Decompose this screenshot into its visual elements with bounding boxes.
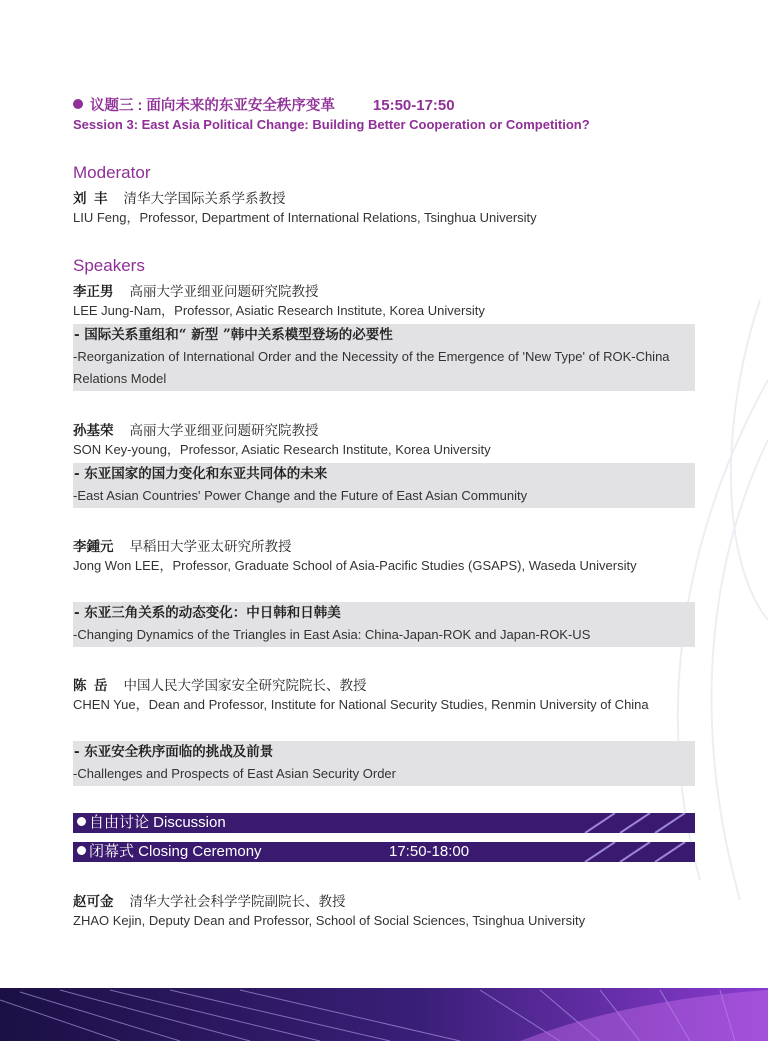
session-title-en: Session 3: East Asia Political Change: Building Better Cooperation or Competition? — [73, 117, 590, 132]
topic-en: -Challenges and Prospects of East Asian Security Order — [73, 766, 396, 781]
speaker-title-zh: 高丽大学亚细亚问题研究院教授 — [129, 284, 319, 299]
moderator-title-zh: 清华大学国际关系学系教授 — [123, 191, 286, 206]
moderator-name-zh: 刘 丰 — [73, 191, 108, 206]
speaker-name-line — [73, 674, 367, 694]
speaker-en: SON Key-young，Professor, Asiatic Research Institute, Korea University — [73, 442, 491, 457]
topic-zh: - 东亚安全秩序面临的挑战及前景 — [74, 744, 274, 760]
speaker-title-zh: 高丽大学亚细亚问题研究院教授 — [129, 423, 319, 438]
moderator-heading: Moderator — [73, 163, 151, 182]
closing-label: 闭幕式 Closing Ceremony — [89, 843, 262, 860]
speaker-topic — [73, 602, 695, 647]
closing-title-zh: 清华大学社会科学学院副院长、教授 — [129, 894, 346, 909]
moderator-en: LIU Feng，Professor, Department of International Relations, Tsinghua University — [73, 210, 537, 225]
closing-bar — [73, 842, 695, 862]
speaker-topic — [73, 741, 695, 786]
speaker-en: CHEN Yue，Dean and Professor, Institute for National Security Studies, Renmin University of China — [73, 697, 649, 712]
closing-en: ZHAO Kejin, Deputy Dean and Professor, School of Social Sciences, Tsinghua University — [73, 913, 586, 928]
speaker-name-zh: 陈 岳 — [73, 678, 108, 693]
discussion-bar — [73, 813, 695, 833]
topic-en: -Changing Dynamics of the Triangles in East Asia: China-Japan-ROK and Japan-ROK-US — [73, 627, 591, 642]
stripe-decoration — [575, 842, 695, 862]
speaker-name-zh: 李正男 — [73, 284, 114, 299]
speaker-en: Jong Won LEE，Professor, Graduate School of Asia-Pacific Studies (GSAPS), Waseda University — [73, 558, 637, 573]
speaker-name-zh: 李鍾元 — [73, 539, 114, 554]
bullet-icon — [73, 99, 83, 109]
session-header — [73, 94, 455, 115]
topic-zh: - 东亚国家的国力变化和东亚共同体的未来 — [74, 466, 328, 482]
topic-en: -East Asian Countries' Power Change and the Future of East Asian Community — [73, 488, 528, 503]
closing-name-line — [73, 890, 346, 910]
speaker-title-zh: 早稻田大学亚太研究所教授 — [129, 539, 292, 554]
speaker-en: LEE Jung-Nam，Professor, Asiatic Research Institute, Korea University — [73, 303, 485, 318]
topic-en: -Reorganization of International Order and the Necessity of the Emergence of 'New Type' of ROK-China Relations Model — [73, 349, 670, 386]
speaker-name-line — [73, 535, 292, 555]
closing-name-zh: 赵可金 — [73, 894, 114, 909]
bullet-icon — [77, 846, 86, 855]
session-title-zh: 议题三 : 面向未来的东亚安全秩序变革 — [90, 98, 335, 114]
session-time: 15:50-17:50 — [372, 97, 455, 114]
speaker-topic — [73, 463, 695, 508]
moderator-name-line — [73, 187, 286, 207]
speaker-name-line — [73, 280, 319, 300]
speaker-name-zh: 孙基荣 — [73, 423, 114, 438]
bullet-icon — [77, 817, 86, 826]
closing-time: 17:50-18:00 — [389, 843, 470, 860]
speakers-heading: Speakers — [73, 256, 145, 275]
discussion-label: 自由讨论 Discussion — [89, 814, 226, 831]
speaker-title-zh: 中国人民大学国家安全研究院院长、教授 — [123, 678, 367, 693]
speaker-topic — [73, 324, 695, 391]
topic-zh: - 东亚三角关系的动态变化：中日韩和日韩美 — [74, 605, 341, 621]
speaker-name-line — [73, 419, 319, 439]
topic-zh: - 国际关系重组和“ 新型 ”韩中关系模型登场的必要性 — [74, 327, 393, 343]
stripe-decoration — [575, 813, 695, 833]
